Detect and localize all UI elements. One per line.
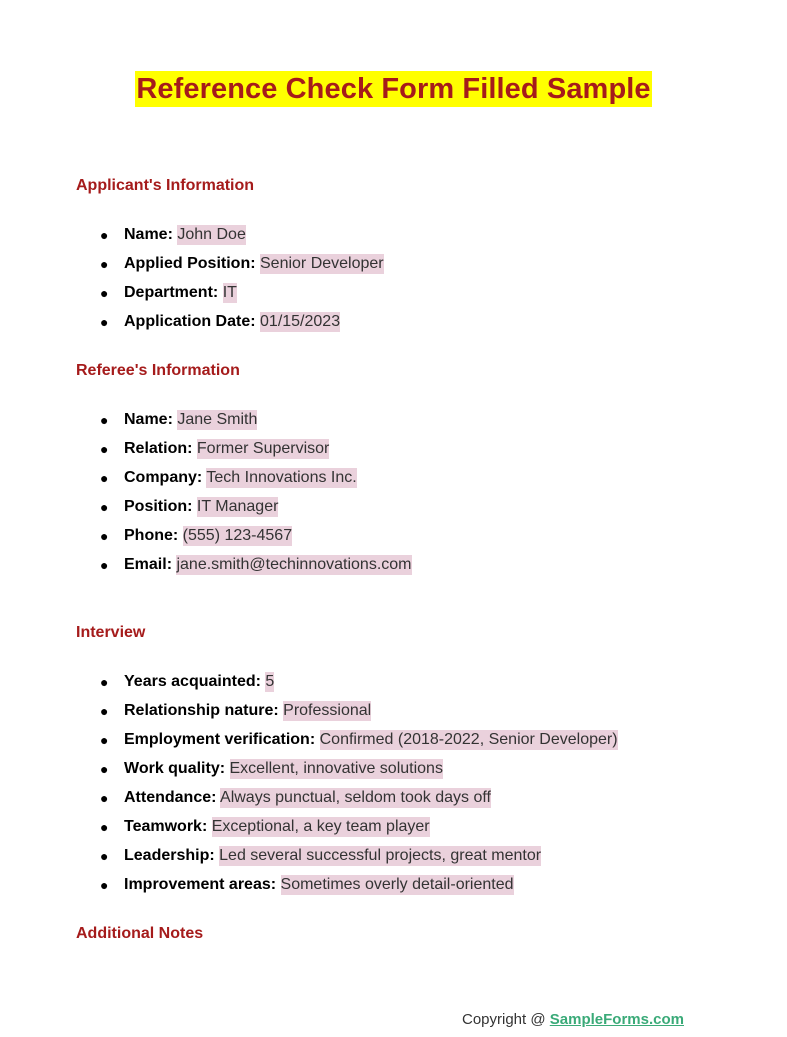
field-label: Leadership: (124, 847, 215, 864)
bullet-icon: ● (100, 848, 109, 864)
bullet-icon: ● (100, 470, 109, 486)
list-item (0, 439, 412, 468)
list-item (0, 254, 384, 283)
list-item (0, 225, 384, 254)
sampleforms-link[interactable]: SampleForms.com (549, 1011, 684, 1028)
field-label: Relationship nature: (124, 702, 279, 719)
bullet-icon: ● (100, 227, 109, 243)
field-label: Application Date: (124, 313, 256, 330)
referee-list (0, 410, 412, 584)
list-item (0, 701, 618, 730)
list-item (0, 875, 618, 904)
list-item (0, 555, 412, 584)
bullet-icon: ● (100, 761, 109, 777)
field-label: Name: (124, 411, 173, 428)
field-value: Senior Developer (260, 255, 384, 272)
referee-heading: Referee's Information (76, 362, 240, 379)
field-value: John Doe (177, 226, 246, 243)
field-value: Excellent, innovative solutions (229, 760, 443, 777)
list-item (0, 730, 618, 759)
field-label: Name: (124, 226, 173, 243)
list-item (0, 817, 618, 846)
bullet-icon: ● (100, 557, 109, 573)
field-value: jane.smith@techinnovations.com (176, 556, 412, 573)
list-item (0, 672, 618, 701)
bullet-icon: ● (100, 703, 109, 719)
list-item (0, 283, 384, 312)
field-label: Phone: (124, 527, 179, 544)
bullet-icon: ● (100, 441, 109, 457)
list-item (0, 312, 384, 341)
list-item (0, 410, 412, 439)
field-value: Jane Smith (177, 411, 258, 428)
field-label: Company: (124, 469, 203, 486)
field-value: Exceptional, a key team player (211, 818, 430, 835)
field-label: Email: (124, 556, 173, 573)
field-label: Years acquainted: (124, 673, 261, 690)
field-value: IT (222, 284, 237, 301)
list-item (0, 526, 412, 555)
field-value: Led several successful projects, great mentor (219, 847, 542, 864)
field-value: IT Manager (196, 498, 279, 515)
footer (462, 1010, 684, 1030)
bullet-icon: ● (100, 285, 109, 301)
field-value: Confirmed (2018-2022, Senior Developer) (319, 731, 618, 748)
field-label: Relation: (124, 440, 193, 457)
list-item (0, 759, 618, 788)
bullet-icon: ● (100, 412, 109, 428)
bullet-icon: ● (100, 790, 109, 806)
field-label: Work quality: (124, 760, 226, 777)
field-value: Professional (283, 702, 372, 719)
bullet-icon: ● (100, 732, 109, 748)
applicant-heading: Applicant's Information (76, 177, 255, 194)
bullet-icon: ● (100, 819, 109, 835)
list-item (0, 788, 618, 817)
bullet-icon: ● (100, 528, 109, 544)
interview-list (0, 672, 618, 904)
applicant-list (0, 225, 384, 341)
additional-notes-heading: Additional Notes (76, 925, 204, 942)
field-value: Always punctual, seldom took days off (220, 789, 491, 806)
list-item (0, 846, 618, 875)
bullet-icon: ● (100, 674, 109, 690)
list-item (0, 497, 412, 526)
field-value: 5 (265, 673, 275, 690)
bullet-icon: ● (100, 256, 109, 272)
bullet-icon: ● (100, 314, 109, 330)
interview-heading: Interview (76, 624, 146, 641)
bullet-icon: ● (100, 499, 109, 515)
title-container (0, 71, 787, 107)
field-label: Improvement areas: (124, 876, 277, 893)
copyright-text: Copyright @ (462, 1011, 546, 1028)
bullet-icon: ● (100, 877, 109, 893)
page-title: Reference Check Form Filled Sample (136, 73, 651, 105)
field-label: Department: (124, 284, 219, 301)
field-label: Teamwork: (124, 818, 208, 835)
field-value: 01/15/2023 (260, 313, 341, 330)
list-item (0, 468, 412, 497)
field-label: Applied Position: (124, 255, 256, 272)
field-value: Sometimes overly detail-oriented (280, 876, 514, 893)
field-label: Employment verification: (124, 731, 316, 748)
field-label: Attendance: (124, 789, 217, 806)
field-label: Position: (124, 498, 193, 515)
field-value: Tech Innovations Inc. (206, 469, 357, 486)
field-value: (555) 123-4567 (182, 527, 293, 544)
field-value: Former Supervisor (196, 440, 330, 457)
